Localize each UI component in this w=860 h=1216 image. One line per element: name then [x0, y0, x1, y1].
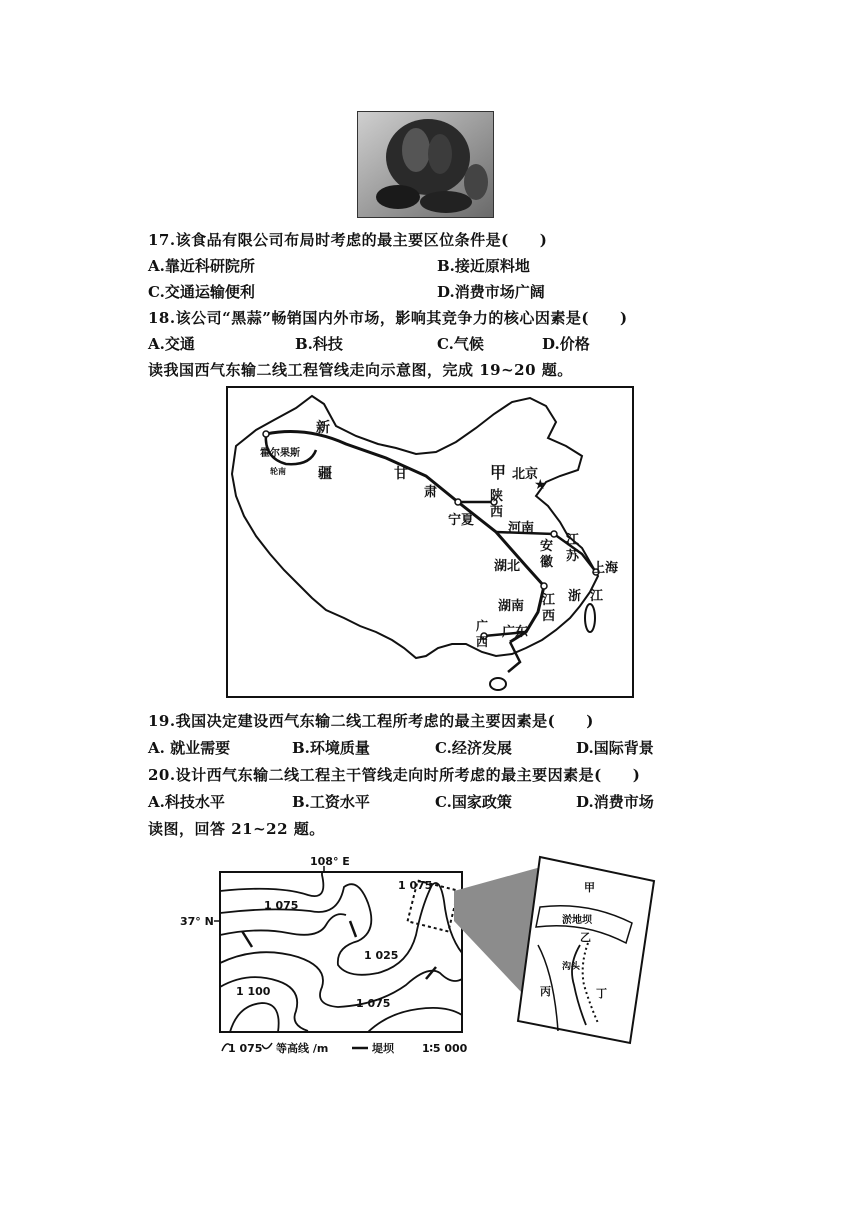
question-20-option-c: C.国家政策 [435, 793, 512, 811]
label-zhejiang-jiang: 江 [590, 589, 604, 604]
contour-label-1075-left: 1 075 [264, 899, 299, 912]
inset-label-gully: 沟头 [562, 962, 581, 972]
intro-21-22: 读图，回答 21~22 题。 [148, 820, 325, 838]
label-hunan: 湖南 [498, 599, 525, 614]
hainan-island [490, 678, 506, 690]
question-18-option-a: A.交通 [148, 335, 195, 353]
taiwan-island [585, 604, 595, 632]
question-18-stem: 18.该公司“黑蒜”畅销国内外市场，影响其竞争力的核心因素是( ) [148, 309, 628, 327]
label-ningxia: 宁夏 [448, 513, 475, 528]
question-19-option-a: A. 就业需要 [148, 739, 231, 757]
question-18-option-b: B.科技 [295, 335, 343, 353]
question-18-option-d: D.价格 [542, 335, 590, 353]
question-20-stem: 20.设计西气东输二线工程主干管线走向时所考虑的最主要因素是( ) [148, 766, 641, 784]
legend-contour-value: 1 075 [228, 1042, 263, 1055]
longitude-label: 108° E [310, 855, 350, 868]
contour-label-1075-top: 1 075 [398, 879, 433, 892]
question-19-option-b: B.环境质量 [292, 739, 370, 757]
label-guangdong: 广东 [502, 625, 529, 640]
contour-map-svg [180, 855, 668, 1055]
black-garlic-image [358, 112, 493, 217]
label-lunnan: 轮南 [270, 467, 286, 476]
legend-contour-symbol-2 [262, 1043, 272, 1049]
beijing-star-icon: ★ [534, 477, 547, 493]
label-henan: 河南 [508, 521, 535, 536]
legend-dam-text: 堤坝 [372, 1042, 394, 1055]
question-18-option-c: C.气候 [437, 335, 484, 353]
label-zhe: 浙 [568, 589, 582, 604]
pipeline-map-svg [226, 386, 634, 698]
black-garlic-photo [357, 111, 494, 218]
question-20-option-b: B.工资水平 [292, 793, 370, 811]
label-guangxi-xi: 西 [476, 635, 489, 649]
label-jiangxi-jiang: 江 [542, 593, 556, 608]
label-xin: 新 [316, 420, 330, 436]
label-guangxi-guang: 广 [476, 619, 489, 633]
question-19-stem: 19.我国决定建设西气东输二线工程所考虑的最主要因素是( ) [148, 712, 594, 730]
label-jiang: 疆 [318, 466, 332, 482]
question-17-option-d: D.消费市场广阔 [437, 283, 545, 301]
question-20-option-d: D.消费市场 [576, 793, 654, 811]
label-shaanxi-xi: 西 [490, 505, 504, 520]
contour-label-1025: 1 025 [364, 949, 399, 962]
label-jia: 甲 [490, 463, 507, 482]
inset-label-ding: 丁 [596, 987, 607, 1000]
label-gan: 甘 [394, 466, 408, 482]
latitude-label: 37° N [180, 915, 214, 928]
question-17-option-c: C.交通运输便利 [148, 283, 255, 301]
label-hui: 徽 [540, 555, 554, 570]
inset-label-bing: 丙 [540, 985, 551, 998]
inset-label-road: 淤地坝 [562, 915, 592, 926]
label-beijing: 北京 [512, 467, 539, 482]
label-su: 肃 [424, 485, 438, 500]
question-20-option-a: A.科技水平 [148, 793, 225, 811]
question-17-stem: 17.该食品有限公司布局时考虑的最主要区位条件是( ) [148, 231, 548, 249]
label-jiangxi-xi: 西 [542, 609, 556, 624]
label-shanghai: 上海 [592, 561, 619, 576]
label-jiangsu-su: 苏 [566, 549, 580, 564]
inset-label-jia: 甲 [584, 881, 595, 894]
label-jiangsu-jiang: 江 [566, 533, 580, 548]
contour-label-1075-bottom: 1 075 [356, 997, 391, 1010]
contour-label-1100: 1 100 [236, 985, 271, 998]
pipeline-map [226, 386, 634, 698]
inset-label-yi: 乙 [580, 931, 591, 944]
label-shaan: 陕 [490, 489, 504, 504]
label-an: 安 [540, 539, 554, 554]
legend-scale: 1∶5 000 [422, 1042, 468, 1055]
legend-contour-text: 等高线 /m [276, 1042, 329, 1055]
label-hubei: 湖北 [494, 559, 521, 574]
contour-map [180, 855, 668, 1055]
question-19-option-c: C.经济发展 [435, 739, 512, 757]
question-17-option-b: B.接近原料地 [437, 257, 530, 275]
label-huoerguosi: 霍尔果斯 [260, 448, 300, 459]
intro-19-20: 读我国西气东输二线工程管线走向示意图，完成 19~20 题。 [148, 361, 573, 379]
question-19-option-d: D.国际背景 [576, 739, 654, 757]
question-17-option-a: A.靠近科研院所 [148, 257, 255, 275]
